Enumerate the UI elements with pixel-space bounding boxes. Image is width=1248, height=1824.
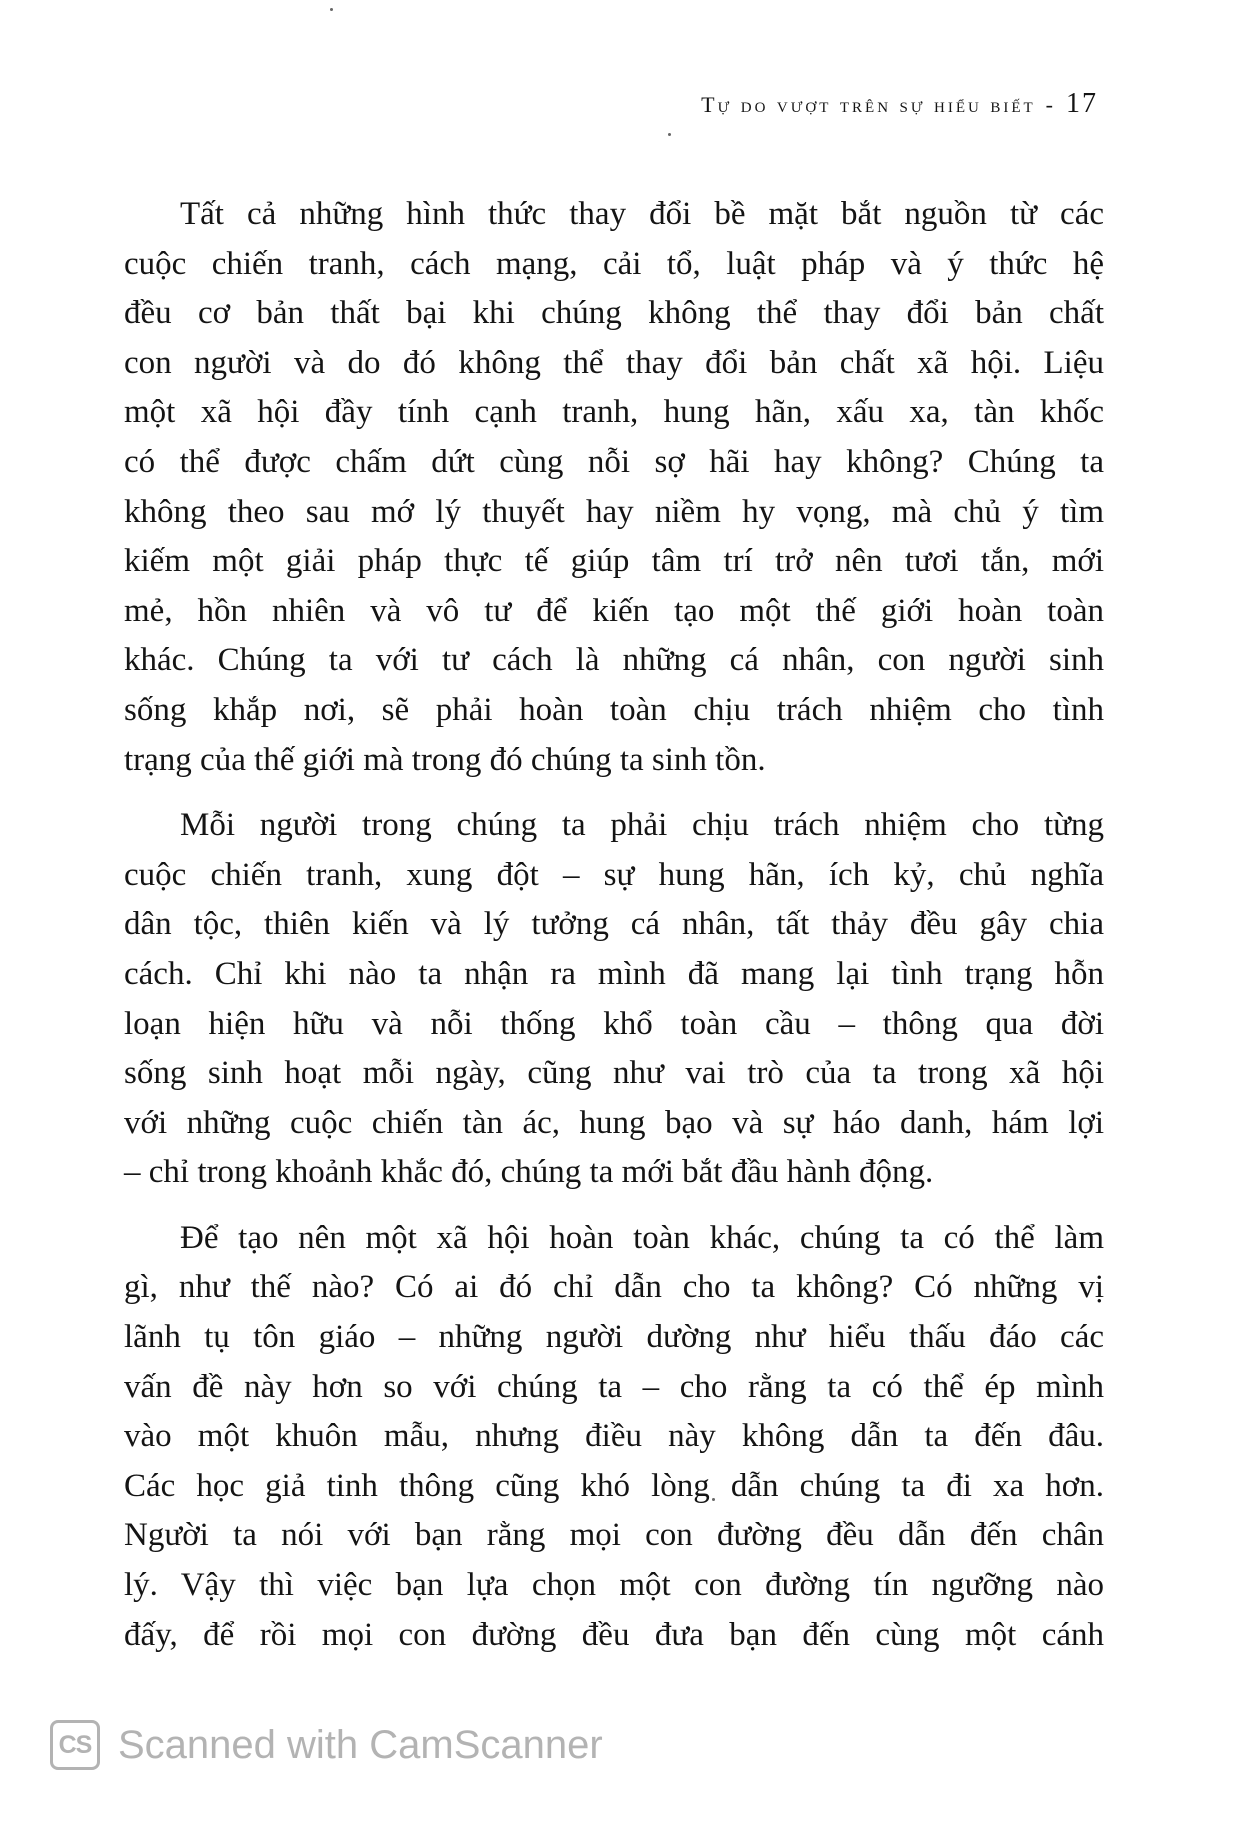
text-line: cuộc chiến tranh, cách mạng, cải tổ, luật pháp và ý thức hệ (124, 245, 1104, 282)
text-line: mẻ, hồn nhiên và vô tư để kiến tạo một thế giới hoàn toàn (124, 592, 1104, 629)
text-line: với những cuộc chiến tàn ác, hung bạo và sự háo danh, hám lợi (124, 1104, 1104, 1141)
header-separator: - (1045, 92, 1056, 117)
paragraph-2 (124, 801, 1104, 1198)
text-line: gì, như thế nào? Có ai đó chỉ dẫn cho ta không? Có những vị (124, 1269, 1104, 1306)
text-line: có thể được chấm dứt cùng nỗi sợ hãi hay không? Chúng ta (124, 443, 1104, 480)
text-line: không theo sau mớ lý thuyết hay niềm hy vọng, mà chủ ý tìm (124, 493, 1104, 530)
text-line: vấn đề này hơn so với chúng ta – cho rằng ta có thể ép mình (124, 1368, 1104, 1405)
text-line: đấy, để rồi mọi con đường đều đưa bạn đến cùng một cánh (124, 1616, 1104, 1653)
text-line: Mỗi người trong chúng ta phải chịu trách nhiệm cho từng (180, 807, 1104, 844)
text-line: kiếm một giải pháp thực tế giúp tâm trí trở nên tươi tắn, mới (124, 543, 1104, 580)
watermark-text: Scanned with CamScanner (118, 1722, 603, 1767)
text-line: sống khắp nơi, sẽ phải hoàn toàn chịu trách nhiệm cho tình (124, 691, 1104, 728)
paragraph-1 (124, 190, 1104, 785)
text-line: đều cơ bản thất bại khi chúng không thể thay đổi bản chất (124, 295, 1104, 332)
text-line: Để tạo nên một xã hội hoàn toàn khác, chúng ta có thể làm (180, 1219, 1104, 1256)
text-line: cách. Chỉ khi nào ta nhận ra mình đã mang lại tình trạng hỗn (124, 955, 1104, 992)
page-number: 17 (1066, 88, 1098, 119)
scan-speck (668, 133, 671, 136)
text-line: cuộc chiến tranh, xung đột – sự hung hãn, ích kỷ, chủ nghĩa (124, 856, 1104, 893)
text-line: loạn hiện hữu và nỗi thống khổ toàn cầu – thông qua đời (124, 1005, 1104, 1042)
text-line: sống sinh hoạt mỗi ngày, cũng như vai trò của ta trong xã hội (124, 1055, 1104, 1092)
scan-speck (330, 8, 333, 11)
running-header (701, 88, 1098, 120)
running-title: Tự do vượt trên sự hiểu biết (701, 92, 1036, 117)
text-line: lý. Vậy thì việc bạn lựa chọn một con đường tín ngưỡng nào (124, 1567, 1104, 1604)
text-line: Các học giả tinh thông cũng khó lòng dẫn chúng ta đi xa hơn. (124, 1467, 1104, 1504)
text-line: dân tộc, thiên kiến và lý tưởng cá nhân, tất thảy đều gây chia (124, 906, 1104, 943)
text-line: vào một khuôn mẫu, nhưng điều này không dẫn ta đến đâu. (124, 1418, 1104, 1455)
paragraph-3 (124, 1214, 1104, 1660)
text-line: Tất cả những hình thức thay đổi bề mặt bắt nguồn từ các (180, 196, 1104, 232)
text-line: một xã hội đầy tính cạnh tranh, hung hãn, xấu xa, tàn khốc (124, 394, 1104, 431)
text-line: Người ta nói với bạn rằng mọi con đường đều dẫn đến chân (124, 1517, 1104, 1554)
text-line: con người và do đó không thể thay đổi bản chất xã hội. Liệu (124, 344, 1104, 381)
text-line: khác. Chúng ta với tư cách là những cá nhân, con người sinh (124, 642, 1104, 679)
text-line: – chỉ trong khoảnh khắc đó, chúng ta mới bắt đầu hành động. (124, 1154, 934, 1191)
body-text (124, 190, 1104, 1676)
camscanner-logo-icon: CS (50, 1720, 100, 1770)
text-line: trạng của thế giới mà trong đó chúng ta sinh tồn. (124, 741, 766, 778)
text-line: lãnh tụ tôn giáo – những người dường như hiểu thấu đáo các (124, 1319, 1104, 1356)
camscanner-watermark (50, 1720, 603, 1770)
